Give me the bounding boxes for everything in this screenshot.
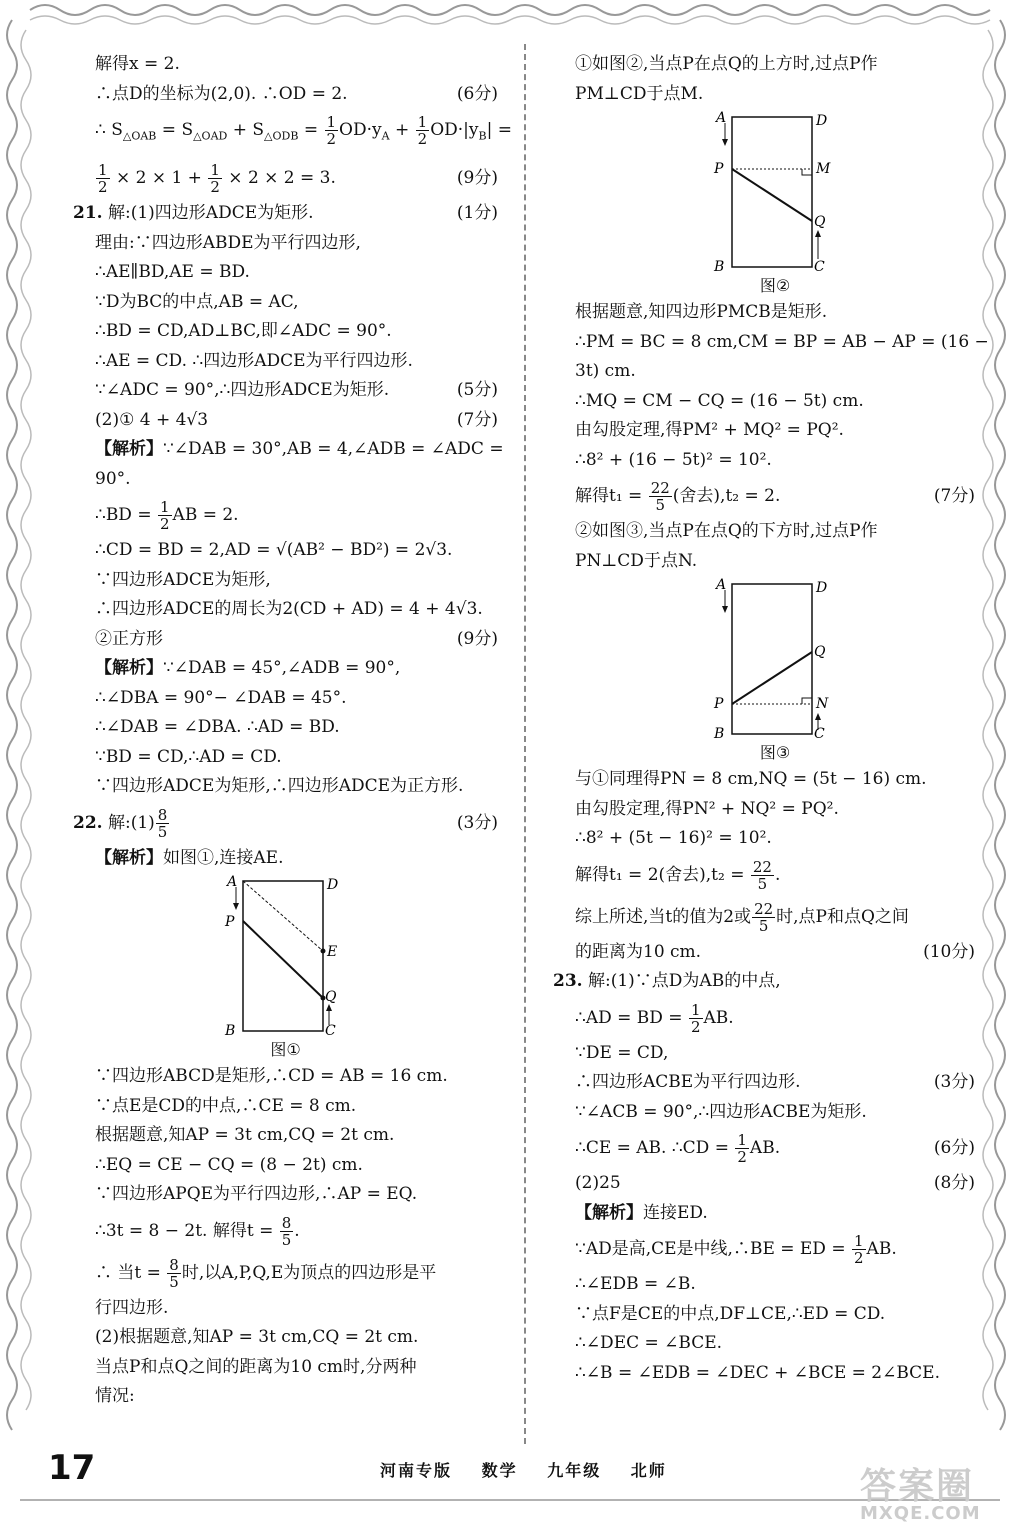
text-line: ∴EQ = CE − CQ = (8 − 2t) cm. xyxy=(95,1154,363,1175)
text-line: ∴AD = BD = $\frac{1}{2}$ AB. xyxy=(575,1000,734,1036)
text-line: 理由:∵四边形ABDE为平行四边形, xyxy=(95,232,361,253)
text-line: (2)① 4 + 4√3 (7分) xyxy=(73,406,498,436)
figure-1 xyxy=(73,873,498,1062)
fraction: $\frac{1}{2}$ xyxy=(98,161,108,197)
fraction: $\frac{1}{2}$ xyxy=(737,1131,747,1166)
text-line: ∴ 当t = $\frac{8}{5}$ 时,以A,P,Q,E为顶点的四边形是平 xyxy=(95,1255,437,1291)
fraction: $\frac{8}{5}$ xyxy=(281,1213,292,1249)
question-23: 23. 解:(1)∵点D为AB的中点, xyxy=(553,971,781,991)
fraction: $\frac{1}{2}$ xyxy=(417,113,428,148)
figure-2 xyxy=(575,109,975,298)
text-line: ∵四边形ABCD是矩形,∴CD = AB = 16 cm. xyxy=(95,1066,448,1087)
text-line: ∴AE∥BD,AE = BD. xyxy=(95,262,250,283)
score: (3分) xyxy=(933,1072,975,1092)
text-line: ∵∠ACB = 90°,∴四边形ACBE为矩形. xyxy=(575,1101,867,1122)
watermark xyxy=(860,1458,1010,1528)
text-line: ∴3t = 8 − 2t. 解得t = $\frac{8}{5}$ . xyxy=(95,1213,300,1249)
text-line: 行四边形. xyxy=(95,1297,169,1318)
text-line: ∴ $S_{\triangle OAB} = S_{\triangle OAD} + S_{\triangle ODB}$ = $\frac{1}{2}$ $OD\cdot y_A$ + $\frac{1}{2}$ $OD\cdot|y_B|$ = xyxy=(95,113,512,148)
text-line: ∵AD是高,CE是中线,∴BE = ED = $\frac{1}{2}$ AB. xyxy=(575,1232,897,1267)
fraction: $\frac{1}{2}$ xyxy=(210,161,220,197)
point-label: N xyxy=(816,696,829,712)
text-line: ∵D为BC的中点,AB = AC, xyxy=(95,291,299,312)
score: (3分) xyxy=(456,812,498,833)
text-line: 90°. xyxy=(95,468,131,489)
point-label: B xyxy=(714,259,725,274)
point-label: P xyxy=(224,914,234,931)
text-line: ∵∠ADC = 90°,∴四边形ADCE为矩形. (5分) xyxy=(73,376,498,406)
text-line: 解得x = 2. xyxy=(95,54,180,74)
left-column xyxy=(73,50,512,1412)
point-label: C xyxy=(814,726,825,741)
point-label: E xyxy=(326,944,337,961)
figure-2-diagram xyxy=(710,109,840,274)
text-line: ∴四边形ADCE的周长为2(CD + AD) = 4 + 4√3. xyxy=(95,599,483,620)
score: (1分) xyxy=(456,203,498,224)
text-line: ∴∠EDB = ∠B. xyxy=(575,1274,696,1294)
score: (10分) xyxy=(923,941,975,962)
score: (8分) xyxy=(933,1173,975,1193)
text-line: ∵DE = CD, xyxy=(575,1042,669,1063)
text-line: ∴∠DEC = ∠BCE. xyxy=(575,1333,723,1353)
text-line: ∴CE = AB. ∴CD = $\frac{1}{2}$ AB. (6分) xyxy=(575,1127,975,1169)
text-line: ∵四边形ADCE为矩形, xyxy=(95,569,271,590)
score: (9分) xyxy=(456,168,498,189)
score: (6分) xyxy=(456,83,498,104)
text-line: 解得t₁ = $\frac{22}{5}$ (舍去),t₂ = 2. (7分) xyxy=(575,475,975,517)
score: (7分) xyxy=(933,486,975,506)
text-line: ∴∠DAB = ∠DBA. ∴AD = BD. xyxy=(95,717,340,738)
fraction: $\frac{8}{5}$ xyxy=(169,1255,179,1291)
figure-caption: 图① xyxy=(270,1040,301,1060)
score: (9分) xyxy=(456,628,498,649)
text-line: 的距离为10 cm. (10分) xyxy=(575,938,975,968)
text-line: ∴8² + (16 − 5t)² = 10². xyxy=(575,449,772,470)
fraction: $\frac{22}{5}$ xyxy=(650,479,670,514)
score: (5分) xyxy=(456,380,498,401)
text-line: 由勾股定理,得PN² + NQ² = PQ². xyxy=(575,798,839,819)
text-line: ∴PM = BC = 8 cm,CM = BP = AB − AP = (16 − xyxy=(575,331,989,352)
text-line: 【解析】如图①,连接AE. xyxy=(95,847,284,868)
point-label: M xyxy=(816,161,831,177)
point-label: C xyxy=(814,259,825,274)
question-22: 22. 解:(1) $\frac{8}{5}$ (3分) xyxy=(73,802,498,844)
text-line: 解得t₁ = 2(舍去),t₂ = $\frac{22}{5}$ . xyxy=(575,857,781,893)
footer xyxy=(380,1458,689,1481)
question-21: 21. 解:(1)四边形ADCE为矩形. (1分) xyxy=(73,199,498,229)
fraction: $\frac{1}{2}$ xyxy=(690,1000,701,1036)
text-line: ∴四边形ACBE为平行四边形. (3分) xyxy=(575,1068,975,1098)
point-label: B xyxy=(224,1023,235,1039)
text-line: ①如图②,当点P在点Q的上方时,过点P作 xyxy=(575,54,878,74)
footer-edition: 河南专版 xyxy=(380,1461,453,1480)
text-line: 与①同理得PN = 8 cm,NQ = (5t − 16) cm. xyxy=(575,769,927,789)
score: (6分) xyxy=(933,1138,975,1158)
text-line: ∵BD = CD,∴AD = CD. xyxy=(95,746,282,767)
fraction: $\frac{1}{2}$ xyxy=(326,113,337,148)
figure-caption: 图③ xyxy=(759,743,791,762)
point-label: A xyxy=(716,110,727,126)
text-line: ∴∠DBA = 90°− ∠DAB = 45°. xyxy=(95,687,347,708)
text-line: ∵四边形ADCE为矩形,∴四边形ADCE为正方形. xyxy=(95,776,464,797)
fraction: $\frac{1}{2}$ xyxy=(854,1232,864,1267)
point-label: B xyxy=(714,726,725,741)
point-label: C xyxy=(324,1023,336,1039)
fraction: $\frac{22}{5}$ xyxy=(754,899,774,935)
column-divider xyxy=(524,44,526,1444)
text-line: ∴8² + (5t − 16)² = 10². xyxy=(575,828,772,848)
text-line: ∵点E是CD的中点,∴CE = 8 cm. xyxy=(95,1095,357,1116)
fraction: $\frac{1}{2}$ xyxy=(160,498,170,534)
point-label: D xyxy=(816,113,828,129)
footer-subject: 数学 xyxy=(481,1461,518,1480)
figure-1-diagram xyxy=(221,873,351,1038)
text-line: ②如图③,当点P在点Q的下方时,过点P作 xyxy=(575,521,878,541)
point-label: Q xyxy=(324,989,336,1006)
text-line: ②正方形 (9分) xyxy=(73,625,498,655)
score: (7分) xyxy=(456,409,498,430)
text-line: ∵四边形APQE为平行四边形,∴AP = EQ. xyxy=(95,1184,418,1205)
text-line: ∴AE = CD. ∴四边形ADCE为平行四边形. xyxy=(95,350,413,371)
text-line: 根据题意,知AP = 3t cm,CQ = 2t cm. xyxy=(95,1125,395,1146)
fraction: $\frac{8}{5}$ xyxy=(157,805,168,841)
text-line: ∴BD = CD,AD⊥BC,即∠ADC = 90°. xyxy=(95,321,392,342)
text-line: 【解析】∵∠DAB = 45°,∠ADB = 90°, xyxy=(95,658,401,679)
point-label: D xyxy=(816,580,828,596)
text-line: (2)根据题意,知AP = 3t cm,CQ = 2t cm. xyxy=(95,1327,419,1348)
fraction: $\frac{22}{5}$ xyxy=(752,857,772,893)
watermark-url: MXQE.COM xyxy=(860,1503,981,1524)
point-label: A xyxy=(226,874,237,891)
text-line: 由勾股定理,得PM² + MQ² = PQ². xyxy=(575,420,844,440)
text-line: ∴点D的坐标为(2,0). ∴OD = 2. (6分) xyxy=(73,80,498,110)
text-line: 情况: xyxy=(95,1386,135,1407)
point-label: D xyxy=(326,877,338,894)
text-line: 根据题意,知四边形PMCB是矩形. xyxy=(575,302,828,322)
figure-caption: 图② xyxy=(759,276,791,295)
text-line: PN⊥CD于点N. xyxy=(575,550,698,571)
text-line: ∴MQ = CM − CQ = (16 − 5t) cm. xyxy=(575,390,864,411)
point-label: Q xyxy=(814,644,826,660)
point-label: Q xyxy=(814,214,826,230)
page-number: 17 xyxy=(48,1448,96,1488)
point-label: P xyxy=(714,696,724,712)
footer-publisher: 北师 xyxy=(630,1461,667,1480)
text-line: ∵点F是CE的中点,DF⊥CE,∴ED = CD. xyxy=(575,1303,886,1324)
point-label: A xyxy=(716,577,727,593)
text-line: 当点P和点Q之间的距离为10 cm时,分两种 xyxy=(95,1356,417,1377)
text-line: ∴∠B = ∠EDB = ∠DEC + ∠BCE = 2∠BCE. xyxy=(575,1362,940,1383)
text-line: 【解析】∵∠DAB = 30°,AB = 4,∠ADB = ∠ADC = xyxy=(95,439,504,460)
text-line: 【解析】连接ED. xyxy=(575,1202,708,1223)
text-line: 综上所述,当t的值为2或 $\frac{22}{5}$ 时,点P和点Q之间 xyxy=(575,899,909,935)
figure-3-diagram xyxy=(710,576,840,741)
text-line: (2)25 (8分) xyxy=(575,1169,975,1199)
watermark-main: 答案圈 xyxy=(860,1466,975,1507)
text-line: PM⊥CD于点M. xyxy=(575,83,704,104)
text-line: 3t) cm. xyxy=(575,361,636,381)
figure-3 xyxy=(575,576,975,765)
text-line: $\frac{1}{2}$ × 2 × 1 + $\frac{1}{2}$ × 2 × 2 = 3. (9分) xyxy=(73,157,498,199)
text-line: ∴BD = $\frac{1}{2}$ AB = 2. xyxy=(95,498,239,534)
right-column xyxy=(553,50,989,1388)
footer-grade: 九年级 xyxy=(547,1461,602,1480)
text-line: ∴CD = BD = 2,AD = √(AB² − BD²) = 2√3. xyxy=(95,540,453,561)
point-label: P xyxy=(714,161,724,177)
